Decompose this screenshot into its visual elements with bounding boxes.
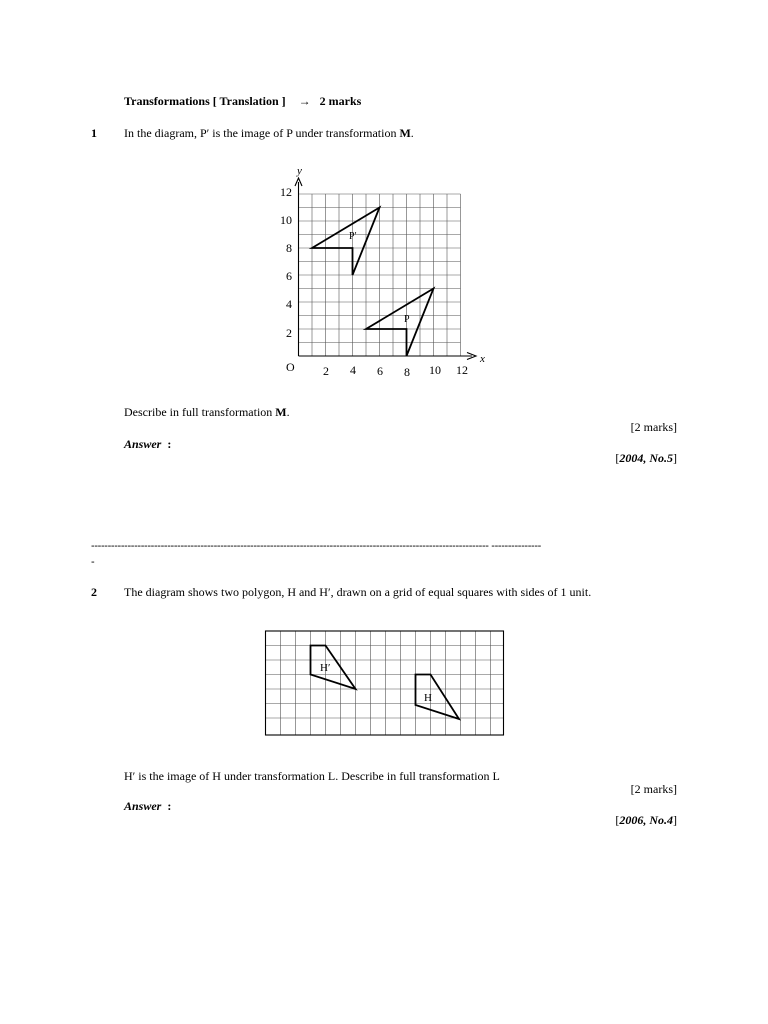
- source-1-close: ]: [673, 451, 677, 465]
- x-tick-2: 2: [323, 364, 329, 378]
- shape-label-H: H: [424, 692, 432, 704]
- source-1-text: 2004, No.5: [619, 451, 673, 465]
- answer-2-label: Answer: [124, 799, 162, 813]
- origin-label: O: [286, 360, 295, 374]
- answer-1-colon: :: [167, 437, 172, 451]
- separator-tail: -: [91, 556, 95, 568]
- title-marks: 2 marks: [319, 94, 362, 108]
- source-2-text: 2006, No.4: [619, 813, 673, 827]
- right-arrow-icon: →: [298, 94, 311, 108]
- x-tick-10: 10: [429, 363, 441, 377]
- question-1-number: 1: [91, 126, 97, 140]
- shape-label-P-prime: P′: [349, 231, 357, 242]
- shape-H-prime: [311, 646, 356, 690]
- describe-1-end: .: [286, 405, 290, 419]
- title-text: Transformations [ Translation ]: [124, 94, 286, 108]
- question-1-answer-label: [124, 437, 171, 452]
- question-1-marks: [2 marks]: [630, 420, 677, 434]
- question-1-graph: [270, 160, 490, 385]
- question-2-marks: [2 marks]: [630, 782, 677, 796]
- question-2-graph: [260, 625, 510, 740]
- section-title: [124, 94, 361, 109]
- shape-P: [366, 289, 434, 357]
- question-2-source: [615, 813, 677, 828]
- x-tick-labels: [323, 363, 468, 379]
- y-tick-labels: [280, 185, 292, 340]
- y-axis-label: y: [297, 165, 302, 177]
- y-tick-10: 10: [280, 213, 292, 227]
- q1-grid: [299, 194, 461, 356]
- answer-1-label: Answer: [124, 437, 162, 451]
- question-1-text-end: .: [410, 126, 414, 140]
- source-1-open: [: [615, 451, 620, 465]
- question-1-text-M: M: [399, 126, 411, 140]
- shape-label-P: P: [404, 314, 410, 325]
- describe-1-text: Describe in full transformation: [124, 405, 276, 419]
- y-tick-12: 12: [280, 185, 292, 199]
- question-1-text: [124, 126, 414, 141]
- y-tick-2: 2: [286, 326, 292, 340]
- shape-P-prime: [312, 208, 380, 276]
- q2-grid: [266, 631, 504, 735]
- source-2-open: [: [615, 813, 620, 827]
- describe-1-M: M: [275, 405, 287, 419]
- question-1-text-main: In the diagram, P′ is the image of P under transformation: [124, 126, 400, 140]
- y-tick-8: 8: [286, 241, 292, 255]
- source-2-close: ]: [673, 813, 677, 827]
- question-2-number: 2: [91, 585, 97, 599]
- question-1-describe: [124, 405, 290, 420]
- x-axis-label: x: [480, 353, 485, 365]
- question-2-describe: H′ is the image of H under transformation L. Describe in full transformation L: [124, 769, 500, 783]
- y-tick-6: 6: [286, 269, 292, 283]
- shape-label-H-prime: H′: [320, 662, 331, 674]
- answer-2-colon: :: [167, 799, 172, 813]
- question-2-text: The diagram shows two polygon, H and H′, drawn on a grid of equal squares with sides of 1 unit.: [124, 585, 592, 599]
- x-tick-6: 6: [377, 364, 383, 378]
- x-tick-8: 8: [404, 365, 410, 379]
- question-1-source: [615, 451, 677, 466]
- x-tick-12: 12: [456, 363, 468, 377]
- x-tick-4: 4: [350, 363, 356, 377]
- separator-dashes: ------------------------------------------------------------------------------------------------------------------------ ---------------: [91, 540, 541, 552]
- q2-grid-border: [266, 631, 504, 735]
- y-tick-4: 4: [286, 297, 292, 311]
- shape-H: [416, 675, 460, 720]
- question-2-answer-label: [124, 799, 171, 814]
